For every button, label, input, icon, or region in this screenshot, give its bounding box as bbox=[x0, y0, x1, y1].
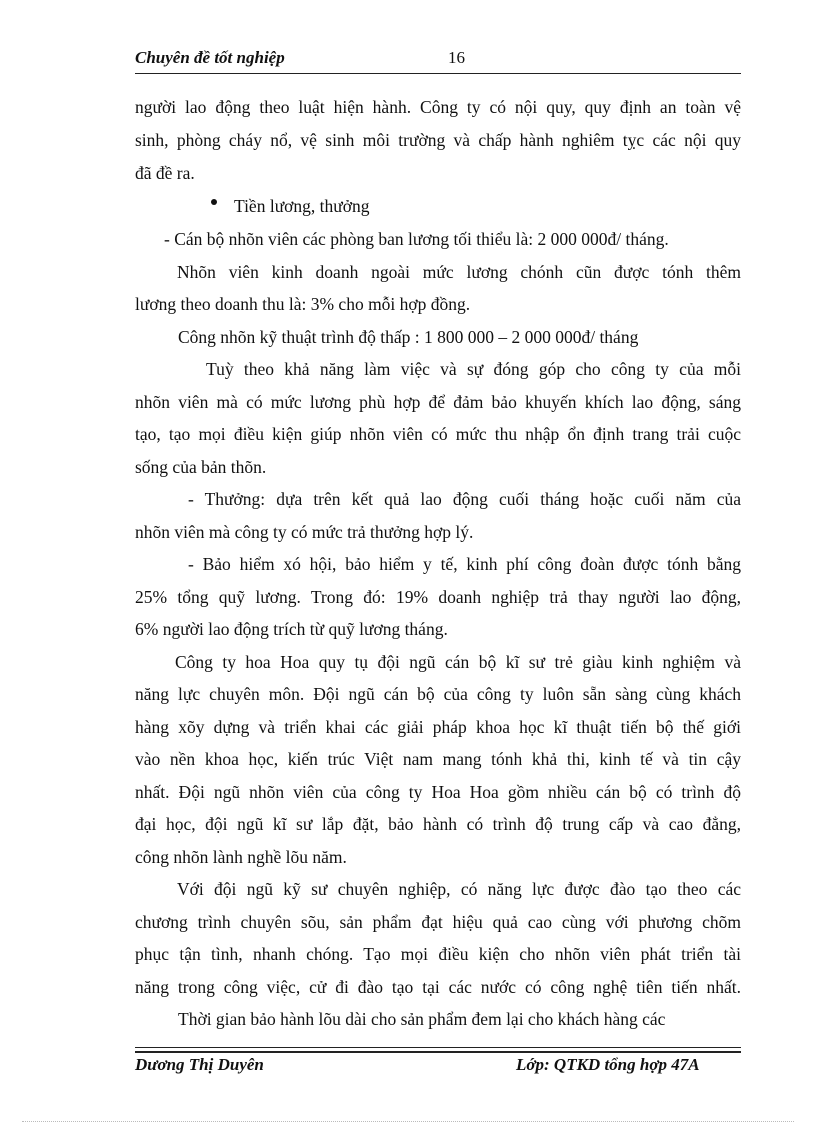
text-line: - Cán bộ nhõn viên các phòng ban lương tối thiểu là: 2 000 000đ/ tháng. bbox=[164, 229, 669, 249]
page-header bbox=[135, 48, 741, 74]
header-title: Chuyên đề tốt nghiệp bbox=[135, 48, 285, 67]
text-line: Công nhõn kỹ thuật trình độ thấp : 1 800 000 – 2 000 000đ/ tháng bbox=[178, 327, 639, 347]
text-line: chương trình chuyên sõu, sản phẩm đạt hiệu quả cao cùng với phương chõm bbox=[135, 912, 741, 932]
bullet-item: Tiền lương, thưởng bbox=[234, 196, 370, 216]
footer-class: Lớp: QTKD tổng hợp 47A bbox=[516, 1055, 700, 1074]
text-line: sinh, phòng cháy nổ, vệ sinh môi trường và chấp hành nghiêm tỵc các nội quy bbox=[135, 130, 741, 150]
text-line: Thời gian bảo hành lõu dài cho sản phẩm đem lại cho khách hàng các bbox=[178, 1009, 666, 1029]
text-line: Với đội ngũ kỹ sư chuyên nghiệp, có năng lực được đào tạo theo các bbox=[177, 879, 741, 899]
text-line: người lao động theo luật hiện hành. Công ty có nội quy, quy định an toàn vệ bbox=[135, 97, 741, 117]
text-line: Nhõn viên kinh doanh ngoài mức lương chónh cũn được tónh thêm bbox=[177, 262, 741, 282]
text-line: tạo, tạo mọi điều kiện giúp nhõn viên có mức thu nhập ổn định trang trải cuộc bbox=[135, 424, 741, 444]
text-line: nhất. Đội ngũ nhõn viên của công ty Hoa Hoa gồm nhiều cán bộ có trình độ bbox=[135, 782, 741, 802]
text-line: nhõn viên mà công ty có mức trả thưởng hợp lý. bbox=[135, 522, 474, 542]
text-line: đại học, đội ngũ kĩ sư lắp đặt, bảo hành có trình độ trung cấp và cao đẳng, bbox=[135, 814, 741, 834]
text-line: hàng xõy dựng và triển khai các giải pháp khoa học kĩ thuật tiến bộ thế giới bbox=[135, 717, 741, 737]
text-line: 25% tổng quỹ lương. Trong đó: 19% doanh nghiệp trả thay người lao động, bbox=[135, 587, 741, 607]
footer-divider-thick bbox=[135, 1051, 741, 1053]
text-line: vào nền khoa học, kiến trúc Việt nam mang tónh khả thi, kinh tế và tin cậy bbox=[135, 749, 741, 769]
footer-author: Dương Thị Duyên bbox=[135, 1055, 264, 1074]
text-line: công nhõn lành nghề lõu năm. bbox=[135, 847, 347, 867]
text-line: Tuỳ theo khả năng làm việc và sự đóng góp cho công ty của mỗi bbox=[206, 359, 741, 379]
text-line: Công ty hoa Hoa quy tụ đội ngũ cán bộ kĩ sư trẻ giàu kinh nghiệm và bbox=[175, 652, 741, 672]
text-line: lương theo doanh thu là: 3% cho mỗi hợp đồng. bbox=[135, 294, 471, 314]
text-line: năng lực chuyên môn. Đội ngũ cán bộ của công ty luôn sẵn sàng cùng khách bbox=[135, 684, 741, 704]
header-divider bbox=[135, 73, 741, 74]
text-line: đã đề ra. bbox=[135, 163, 195, 183]
page-bottom-border bbox=[22, 1121, 794, 1122]
text-line: phục tận tình, nhanh chóng. Tạo mọi điều kiện cho nhõn viên phát triển tài bbox=[135, 944, 741, 964]
text-line: năng trong công việc, cử đi đào tạo tại các nước có công nghệ tiên tiến nhất. bbox=[135, 977, 741, 997]
text-line: - Bảo hiểm xó hội, bảo hiểm y tế, kinh phí công đoàn được tónh bằng bbox=[188, 554, 741, 574]
bullet-icon bbox=[211, 199, 217, 205]
text-line: nhõn viên mà có mức lương phù hợp để đảm bảo khuyến khích lao động, sáng bbox=[135, 392, 741, 412]
page-number: 16 bbox=[448, 48, 465, 67]
text-line: sống của bản thõn. bbox=[135, 457, 267, 477]
text-line: - Thưởng: dựa trên kết quả lao động cuối tháng hoặc cuối năm của bbox=[188, 489, 741, 509]
footer-divider bbox=[135, 1047, 741, 1048]
text-line: 6% người lao động trích từ quỹ lương tháng. bbox=[135, 619, 448, 639]
